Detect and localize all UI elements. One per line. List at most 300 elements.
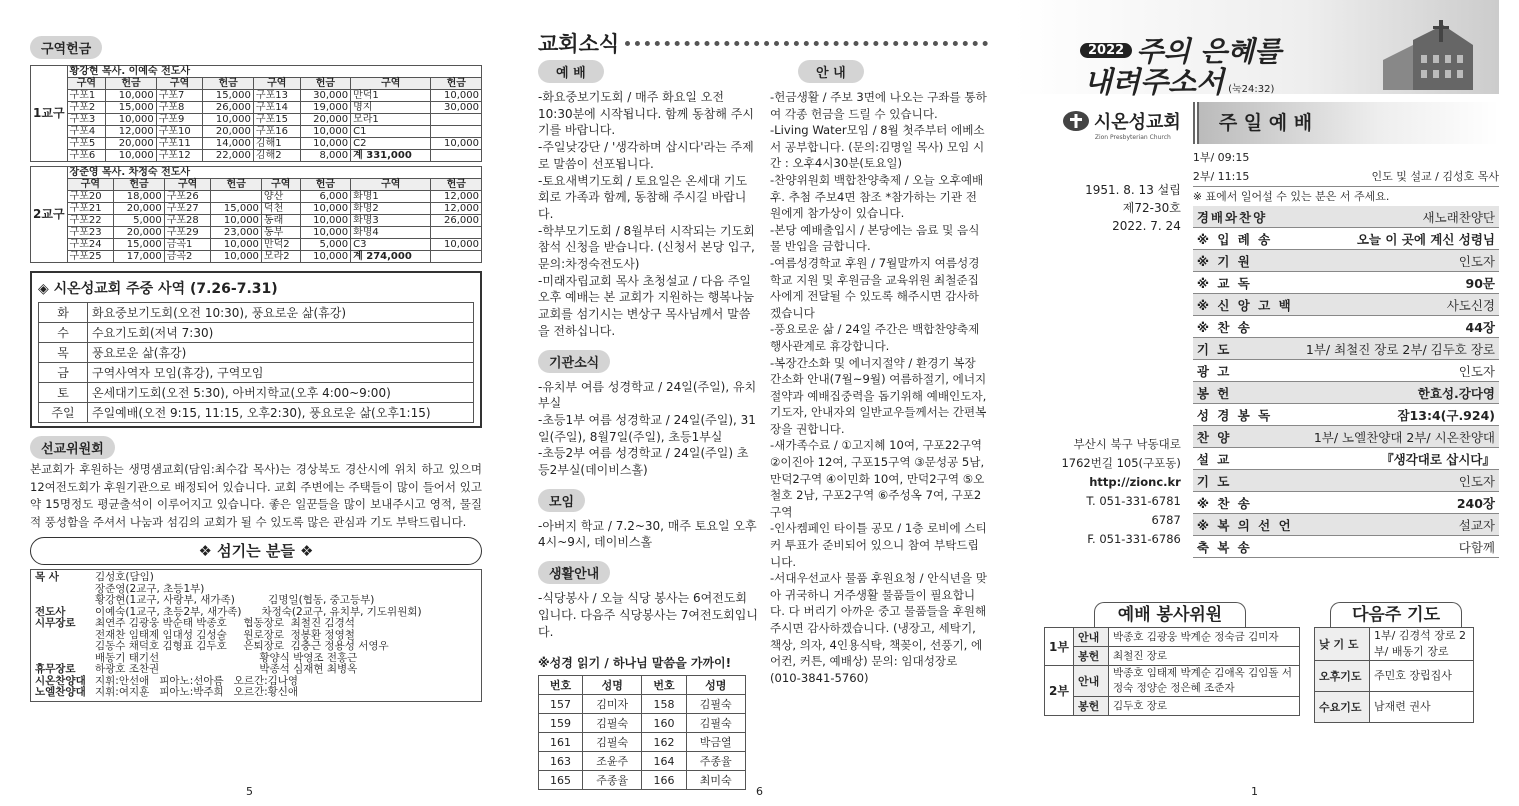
order-value: 사도신경 <box>1302 294 1499 316</box>
tel: T. 051-331-6781 <box>1086 494 1181 508</box>
weekday: 토 <box>39 383 88 403</box>
servers-header <box>30 537 482 565</box>
church-building-icon <box>1373 20 1493 90</box>
order-value: 오늘 이 곳에 계신 성령님 <box>1302 228 1499 250</box>
bible-cell: 주종율 <box>583 771 642 790</box>
offering-cell: 구포10 <box>156 126 203 138</box>
server-role <box>35 630 95 642</box>
offering-cell: 동부 <box>261 227 300 239</box>
order-value: 잠13:4(구.924) <box>1302 404 1499 426</box>
offering-cell <box>431 251 482 263</box>
offering-cell: 구포5 <box>67 138 106 150</box>
server-role: 노엘찬양대 <box>35 686 86 698</box>
offering-cell: 20,000 <box>300 114 350 126</box>
worship-news <box>538 89 758 340</box>
column-header: 구역 <box>67 78 106 90</box>
worship-title-bar <box>1193 102 1499 144</box>
column-header: 구역 <box>351 78 431 90</box>
committee-role: 안내 <box>1074 628 1109 647</box>
column-header: 구역 <box>156 78 203 90</box>
weekday: 목 <box>39 343 88 363</box>
offering-cell: C2 <box>351 138 431 150</box>
server-names: 지휘:여지훈 피아노:박주희 오르간:황신애 <box>95 686 299 698</box>
bible-header: 번호 <box>642 676 686 695</box>
order-label: 경배와찬양 <box>1193 206 1302 228</box>
offering-cell: 30,000 <box>300 90 350 102</box>
offering-cell: 10,000 <box>106 114 156 126</box>
offering-cell: 화명4 <box>351 227 431 239</box>
offering-cell: 구포15 <box>253 114 300 126</box>
offering-cell: 구포22 <box>67 215 114 227</box>
column-header: 헌금 <box>300 78 350 90</box>
leader: 인도 및 설교 / 김성호 목사 <box>1371 170 1499 183</box>
committee-role: 봉헌 <box>1074 697 1109 716</box>
offering-cell: 구포20 <box>67 191 114 203</box>
order-value: 새노래찬양단 <box>1302 206 1499 228</box>
district-label: 1교구 <box>31 66 68 162</box>
column-header: 헌금 <box>114 179 164 191</box>
notice-item: -Living Water모임 / 8월 첫주부터 에베소서 공부합니다. (문의:김명일 목사) 모임 시간 : 오후4시30분(토요일) <box>770 123 985 171</box>
order-value: 인도자 <box>1302 470 1499 492</box>
prayer-title: 다음주 기도 <box>1351 605 1441 625</box>
offering-cell: 26,000 <box>203 102 253 114</box>
notice-item: -인사켐페인 타이틀 공모 / 1층 로비에 스티커 투표가 준비되어 있으니 참여 부탁드립니다. <box>770 521 987 569</box>
offering-cell: 23,000 <box>211 227 261 239</box>
offering-cell: 10,000 <box>211 239 261 251</box>
verse: (눅24:32) <box>1228 84 1275 95</box>
server-role: 전도사 <box>35 605 66 618</box>
offering-cell: 금곡1 <box>164 239 211 251</box>
order-label: 설 교 <box>1193 448 1302 470</box>
org-pill: 기관소식 <box>538 350 610 373</box>
column-header: 구역 <box>164 179 211 191</box>
offering-cell: 구포28 <box>164 215 211 227</box>
order-label: ※ 찬 송 <box>1193 492 1302 514</box>
worship-title: 주 일 예 배 <box>1218 112 1313 134</box>
order-label: 축 복 송 <box>1193 536 1302 558</box>
server-role <box>35 584 95 596</box>
offering-cell: 22,000 <box>203 150 253 162</box>
page-number-1: 1 <box>1251 785 1258 798</box>
org-news-item: -유치부 여름 성경학교 / 24일(주일), 유치부실 <box>538 379 757 411</box>
bible-cell: 157 <box>539 695 583 714</box>
service-part: 2부 <box>1045 666 1074 716</box>
offering-cell: 구포25 <box>67 251 114 263</box>
life-news-item: -식당봉사 / 오늘 식당 봉사는 6여전도회입니다. 다음주 식당봉사는 7여전도회입니다. <box>538 591 758 639</box>
offering-cell: 26,000 <box>431 215 482 227</box>
offering-cell <box>431 227 482 239</box>
offering-cell: 17,000 <box>114 251 164 263</box>
offering-cell: 구포13 <box>253 90 300 102</box>
offering-cell: 구포9 <box>156 114 203 126</box>
headline-2: 내려주소서 <box>1084 65 1225 99</box>
server-role: 휴무장로 <box>35 663 76 675</box>
offering-cell: 6,000 <box>300 191 350 203</box>
server-names: 지휘:안선애 피아노:선아름 오르간:김나영 <box>95 674 299 687</box>
offering-cell <box>431 150 482 162</box>
offering-cell: 10,000 <box>211 251 261 263</box>
prayer-names: 남재련 권사 <box>1370 692 1474 723</box>
offering-cell: 12,000 <box>106 126 156 138</box>
server-role: 시무장로 <box>35 617 76 629</box>
server-role <box>35 641 95 653</box>
worship-news-item: -토요새벽기도회 / 토요일은 온세대 기도회로 가족과 함께, 동참해 주시길 바랍니다. <box>538 173 748 221</box>
mission-title: 선교위원회 <box>30 436 115 459</box>
order-label: ※ 찬 송 <box>1193 316 1302 338</box>
server-names: 최연주 김광웅 박순태 박종호 협동장로 최철진 김경석 <box>95 617 355 629</box>
offering-cell: 명지 <box>351 102 431 114</box>
offering-cell: 화명2 <box>351 203 431 215</box>
offering-cell: 구포1 <box>67 90 106 102</box>
offering-title: 구역헌금 <box>30 36 102 59</box>
order-label: ※ 교 독 <box>1193 272 1302 294</box>
bible-cell: 166 <box>642 771 686 790</box>
order-value: 1부/ 노엘찬양대 2부/ 시온찬양대 <box>1302 426 1499 448</box>
service-part: 1부 <box>1045 628 1074 666</box>
offering-cell: 10,000 <box>300 215 350 227</box>
offering-cell: 10,000 <box>300 203 350 215</box>
order-value: 인도자 <box>1302 360 1499 382</box>
committee-role: 안내 <box>1074 666 1109 697</box>
bible-cell: 최미숙 <box>686 771 746 790</box>
order-label: 기 도 <box>1193 470 1302 492</box>
order-label: ※ 신 앙 고 백 <box>1193 294 1302 316</box>
servers-box <box>30 569 482 702</box>
offering-cell: 10,000 <box>106 90 156 102</box>
order-label: ※ 입 례 송 <box>1193 228 1302 250</box>
committee-names: 박종호 김광웅 박계순 정숙금 김미자 <box>1109 628 1300 647</box>
tel-2: 6787 <box>1151 513 1181 527</box>
column-header: 헌금 <box>211 179 261 191</box>
weekly-activity: 주일예배(오전 9:15, 11:15, 오후2:30), 풍요로운 삶(오후1:15) <box>88 403 474 423</box>
offering-cell: 만덕1 <box>351 90 431 102</box>
issue: 제72-30호 <box>1122 201 1181 215</box>
offering-cell: 모라2 <box>261 251 300 263</box>
bible-cell: 김필숙 <box>583 714 642 733</box>
weekly-title: ◈ 시온성교회 주중 사역 (7.26-7.31) <box>38 281 278 297</box>
worship-pill: 예 배 <box>538 60 604 83</box>
offering-cell: 20,000 <box>114 227 164 239</box>
fax: F. 051-331-6786 <box>1087 532 1181 546</box>
bible-cell: 162 <box>642 733 686 752</box>
offering-cell: 10,000 <box>300 126 350 138</box>
offering-table-2 <box>30 166 482 263</box>
church-en: Zion Presbyterian Church <box>1094 134 1171 141</box>
worship-news-item: -학부모기도회 / 8월부터 시작되는 기도회 참석 신청을 받습니다. (신청서 본당 입구, 문의:차정숙전도사) <box>538 223 755 272</box>
offering-cell: 5,000 <box>300 239 350 251</box>
org-news-item: -초등1부 여름 성경학교 / 24일(주일), 31일(주일), 8월7일(주일), 초등1부실 <box>538 412 756 444</box>
offering-cell: 구포11 <box>156 138 203 150</box>
server-names: 장준영(2교구, 초등1부) <box>95 582 205 595</box>
org-news <box>538 379 758 479</box>
offering-cell: 15,000 <box>203 90 253 102</box>
district-label: 2교구 <box>31 167 68 263</box>
page-1 <box>1014 0 1499 806</box>
notice-pill: 안 내 <box>798 60 864 83</box>
server-names: 하광호 조찬권 박종석 심재현 최병옥 <box>95 663 358 675</box>
offering-cell: 구포6 <box>67 150 106 162</box>
server-names: 김동수 채덕호 김형표 김두호 은퇴장로 김충근 정용성 서영우 <box>95 640 389 652</box>
offering-cell: 구포3 <box>67 114 106 126</box>
church-logo-icon <box>1062 110 1090 132</box>
offering-cell: 김해1 <box>253 138 300 150</box>
order-value: 240장 <box>1302 492 1499 514</box>
offering-cell: 구포24 <box>67 239 114 251</box>
prayer-slot: 낮 기 도 <box>1315 628 1370 661</box>
offering-cell: 양산 <box>261 191 300 203</box>
news-title: 교회소식 <box>538 32 620 56</box>
offering-cell: 구포23 <box>67 227 114 239</box>
pastor-line: 황강현 목사. 이예숙 전도사 <box>67 66 481 78</box>
offering-cell: 12,000 <box>431 191 482 203</box>
order-value: 90문 <box>1302 272 1499 294</box>
date: 2022. 7. 24 <box>1112 219 1181 233</box>
offering-cell: 구포16 <box>253 126 300 138</box>
order-label: 성 경 봉 독 <box>1193 404 1302 426</box>
order-label: 광 고 <box>1193 360 1302 382</box>
offering-cell: 30,000 <box>431 102 482 114</box>
offering-cell: 구포29 <box>164 227 211 239</box>
order-value: 『생각대로 삽시다』 <box>1302 448 1499 470</box>
offering-cell: 화명3 <box>351 215 431 227</box>
notice-item: -서대우선교사 물품 후원요청 / 안식년을 맞아 귀국하니 거주생활 물품들이 필요합니다. 다 버리기 아까운 중고 물품들을 후원해 주시면 감사하겠습니다. (냉장고, 세탁기, 책상, 의자, 4인용식탁, 책꽂이, 선풍기, 에어컨, 커튼, 예배상) 문의: 임대성장로(010-3841-5760) <box>770 571 987 685</box>
offering-cell: 18,000 <box>114 191 164 203</box>
org-news-item: -초등2부 여름 성경학교 / 24일(주일) 초등2부실(데이비스홀) <box>538 446 749 478</box>
offering-cell: 8,000 <box>300 150 350 162</box>
offering-cell: 10,000 <box>211 215 261 227</box>
bible-cell: 164 <box>642 752 686 771</box>
weekly-activity: 수요기도회(저녁 7:30) <box>88 323 474 343</box>
page-5 <box>30 0 482 806</box>
bible-title: ※성경 읽기 / 하나님 말씀을 가까이! <box>538 656 732 671</box>
website: http://zionc.kr <box>1089 475 1181 489</box>
worship-news-item: -주일낮강단 / '생각하며 삽시다'라는 주제로 말씀이 선포됩니다. <box>538 140 754 171</box>
committee-title: 예배 봉사위원 <box>1117 605 1223 625</box>
weekly-activity: 화요중보기도회(오전 10:30), 풍요로운 삶(휴강) <box>88 303 474 323</box>
offering-cell: C1 <box>351 126 431 138</box>
offering-cell <box>431 126 482 138</box>
column-header: 헌금 <box>106 78 156 90</box>
offering-cell: 계 331,000 <box>351 150 431 162</box>
notice-item: -여름성경학교 후원 / 7월말까지 여름성경학교 지원 및 후원금을 교육위원 최철준집사에게 전달될 수 있도록 해주시면 감사하겠습니다 <box>770 255 980 320</box>
bible-cell: 조윤주 <box>583 752 642 771</box>
committee-names: 최철진 장로 <box>1109 647 1300 666</box>
offering-cell: 화명1 <box>351 191 431 203</box>
bible-cell: 김필숙 <box>686 714 746 733</box>
server-names: 김성호(담임) <box>95 571 154 583</box>
bible-table <box>538 675 746 790</box>
bible-cell: 163 <box>539 752 583 771</box>
offering-cell: 구포8 <box>156 102 203 114</box>
offering-cell: 동래 <box>261 215 300 227</box>
address-1: 부산시 북구 낙동대로 <box>1073 437 1181 451</box>
page-6 <box>538 0 988 806</box>
bible-cell: 160 <box>642 714 686 733</box>
page-number-6: 6 <box>756 785 763 798</box>
offering-cell: 금곡2 <box>164 251 211 263</box>
offering-cell: 10,000 <box>203 114 253 126</box>
life-pill: 생활안내 <box>538 561 610 584</box>
bible-cell: 159 <box>539 714 583 733</box>
prayer-slot: 수요기도 <box>1315 692 1370 723</box>
offering-cell: 모라1 <box>351 114 431 126</box>
offering-cell: 10,000 <box>300 227 350 239</box>
offering-cell: 10,000 <box>300 138 350 150</box>
bible-header: 번호 <box>539 676 583 695</box>
offering-cell: 구포27 <box>164 203 211 215</box>
bible-cell: 161 <box>539 733 583 752</box>
offering-cell: 구포26 <box>164 191 211 203</box>
column-header: 구역 <box>351 179 431 191</box>
committee-role: 봉헌 <box>1074 647 1109 666</box>
prayer-table <box>1314 627 1474 723</box>
column-header: 구역 <box>67 179 114 191</box>
server-names: 이예숙(1교구, 초등2부, 새가족) 차정숙(2교구, 유치부, 기도위원회) <box>95 605 422 618</box>
column-header: 헌금 <box>203 78 253 90</box>
notice-item: -본당 예배출입시 / 본당에는 음료 및 음식물 반입을 금합니다. <box>770 222 980 254</box>
offering-cell: 구포7 <box>156 90 203 102</box>
offering-cell: 19,000 <box>300 102 350 114</box>
worship-news-item: -화요중보기도회 / 매주 화요일 오전 10:30분에 시작됩니다. 함께 동참해 주시기를 바랍니다. <box>538 90 754 138</box>
order-label: 봉 헌 <box>1193 382 1302 404</box>
meet-pill: 모임 <box>538 489 585 512</box>
worship-news-item: -미래자립교회 목사 초청설교 / 다음 주일 오후 예배는 본 교회가 지원하는 행복나눔교회를 섬기시는 변상구 목사님께서 말씀을 전하십니다. <box>538 273 755 338</box>
church-name: 시온성교회 <box>1093 112 1181 133</box>
bible-cell: 주종율 <box>686 752 746 771</box>
headline-1: 주의 은혜를 <box>1136 35 1282 68</box>
order-table <box>1193 206 1499 558</box>
server-names: 배동기 태기선 황양식 박영조 전홍근 <box>95 651 358 664</box>
prayer-header <box>1330 602 1462 627</box>
service-2: 2부/ 11:15 <box>1192 170 1250 183</box>
server-role: 목 사 <box>35 571 59 583</box>
year-badge: 2022 <box>1080 43 1132 58</box>
stand-note: ※ 표에서 일어설 수 있는 분은 서 주세요. <box>1192 190 1390 203</box>
weekday: 수 <box>39 323 88 343</box>
offering-cell: 덕천 <box>261 203 300 215</box>
bible-cell: 김미자 <box>583 695 642 714</box>
bible-header: 성명 <box>686 676 746 695</box>
weekly-box <box>30 271 482 428</box>
notice-item: -찬양위원회 백합찬양축제 / 오늘 오후예배 후. 추첨 주보4면 참조 *참가하는 기관 전원에게 참가상이 있습니다. <box>770 172 984 221</box>
bible-header: 성명 <box>583 676 642 695</box>
notice-news <box>770 89 988 686</box>
meet-news-item: -아버지 학교 / 7.2~30, 매주 토요일 오후 4시~9시, 데이비스홀 <box>538 518 757 550</box>
committee-names: 김두호 장로 <box>1109 697 1300 716</box>
offering-cell: 10,000 <box>300 251 350 263</box>
committee-header <box>1094 602 1246 627</box>
prayer-names: 1부/ 김경석 장로 2부/ 배동기 장로 <box>1370 628 1474 661</box>
offering-cell: 14,000 <box>203 138 253 150</box>
server-names: 황강현(1교구, 사랑부, 새가족) 김명일(협동, 중고등부) <box>95 594 375 606</box>
meet-news <box>538 518 758 551</box>
order-value: 인도자 <box>1302 250 1499 272</box>
weekly-activity: 구역사역자 모임(휴강), 구역모임 <box>88 363 474 383</box>
column-header: 헌금 <box>300 179 350 191</box>
service-1: 1부/ 09:15 <box>1192 151 1250 164</box>
offering-cell: 15,000 <box>114 239 164 251</box>
pastor-line: 장준영 목사. 차정숙 전도사 <box>67 167 481 179</box>
weekday: 화 <box>39 303 88 323</box>
page-number-5: 5 <box>246 785 253 798</box>
notice-item: -헌금생활 / 주보 3면에 나오는 구좌를 통하여 각종 헌금을 드릴 수 있습니다. <box>770 90 987 121</box>
offering-cell: 김해2 <box>253 150 300 162</box>
offering-cell: 10,000 <box>431 90 482 102</box>
notice-item: -풍요로운 삶 / 24일 주간은 백합찬양축제 행사관계로 휴강합니다. <box>770 322 980 353</box>
offering-cell: 구포12 <box>156 150 203 162</box>
life-news <box>538 590 758 640</box>
weekly-activity: 풍요로운 삶(휴강) <box>88 343 474 363</box>
column-header: 구역 <box>253 78 300 90</box>
offering-cell: 12,000 <box>431 203 482 215</box>
offering-cell: 구포14 <box>253 102 300 114</box>
order-value: 다함께 <box>1302 536 1499 558</box>
order-value: 한효성.강다영 <box>1302 382 1499 404</box>
dotted-rule <box>625 41 988 46</box>
bible-cell: 박금열 <box>686 733 746 752</box>
offering-cell <box>431 114 482 126</box>
mission-text: 본교회가 후원하는 생명샘교회(담임:최수갑 목사)는 경상북도 경산시에 위치 하고 있으며 12여전도회가 후원기관으로 배정되어 있습니다. 교회 주변에는 주택들이 많이 들어서 있고 약 15명정도 평균출석이 이루어지고 있습니다. 좋은 일꾼들을 많이 보내주시고 영적, 물질적 풍성함을 주셔서 나눔과 섬김의 교회가 될 수 있도록 많은 관심과 기도 부탁드립니다. <box>30 462 482 529</box>
weekday: 주일 <box>39 403 88 423</box>
offering-cell: 20,000 <box>203 126 253 138</box>
weekly-table <box>38 302 474 423</box>
offering-cell: 계 274,000 <box>351 251 431 263</box>
servers-title: ❖ 섬기는 분들 ❖ <box>198 542 314 560</box>
address-2: 1762번길 105(구포동) <box>1061 456 1181 470</box>
offering-cell: 10,000 <box>431 239 482 251</box>
committee-table <box>1044 627 1300 716</box>
offering-cell: 15,000 <box>106 102 156 114</box>
prayer-slot: 오후기도 <box>1315 661 1370 692</box>
offering-cell: C3 <box>351 239 431 251</box>
prayer-names: 주민호 장립집사 <box>1370 661 1474 692</box>
cover-banner <box>1014 0 1499 99</box>
offering-cell: 10,000 <box>106 150 156 162</box>
founded: 1951. 8. 13 설립 <box>1085 183 1181 197</box>
offering-cell: 10,000 <box>431 138 482 150</box>
order-value: 44장 <box>1302 316 1499 338</box>
offering-cell: 구포4 <box>67 126 106 138</box>
bible-cell: 김필숙 <box>686 695 746 714</box>
column-header: 헌금 <box>431 179 482 191</box>
offering-cell: 15,000 <box>211 203 261 215</box>
notice-item: -복장간소화 및 에너지절약 / 환경기 복장 간소화 안내(7월~9월) 여름하절기, 에너지절약과 예배집중력을 돕기위해 예배인도자, 기도자, 안내자외 일반교우들께서는 간편복장을 권합니다. <box>770 355 987 436</box>
order-value: 설교자 <box>1302 514 1499 536</box>
bible-cell: 165 <box>539 771 583 790</box>
column-header: 헌금 <box>431 78 482 90</box>
offering-cell: 20,000 <box>106 138 156 150</box>
committee-names: 박종호 임태제 박계순 김애옥 김임돌 서정숙 정양순 정은혜 조준자 <box>1109 666 1300 697</box>
order-label: ※ 기 원 <box>1193 250 1302 272</box>
order-label: 찬 양 <box>1193 426 1302 448</box>
server-names: 전재찬 임태제 임대성 김성술 원로장로 정봉환 정영철 <box>95 628 355 641</box>
bible-cell: 158 <box>642 695 686 714</box>
notice-item: -새가족수료 / ①고지혜 10여, 구포22구역 ②이진아 12여, 구포15구역 ③문성공 5남, 만덕2구역 ④이민화 10여, 만덕2구역 ⑤오철호 2남, 구포2구역 ⑥주성옥 7여, 구포2구역 <box>770 438 985 519</box>
bible-cell: 김필숙 <box>583 733 642 752</box>
offering-cell <box>211 191 261 203</box>
offering-cell: 구포2 <box>67 102 106 114</box>
offering-cell: 만덕2 <box>261 239 300 251</box>
server-role: 시온찬양대 <box>35 674 86 687</box>
offering-table-1 <box>30 65 482 162</box>
order-value: 1부/ 최철진 장로 2부/ 김두호 장로 <box>1302 338 1499 360</box>
order-label: 기 도 <box>1193 338 1302 360</box>
order-label: ※ 복 의 선 언 <box>1193 514 1302 536</box>
column-header: 구역 <box>261 179 300 191</box>
weekday: 금 <box>39 363 88 383</box>
offering-cell: 구포21 <box>67 203 114 215</box>
offering-cell: 20,000 <box>114 203 164 215</box>
